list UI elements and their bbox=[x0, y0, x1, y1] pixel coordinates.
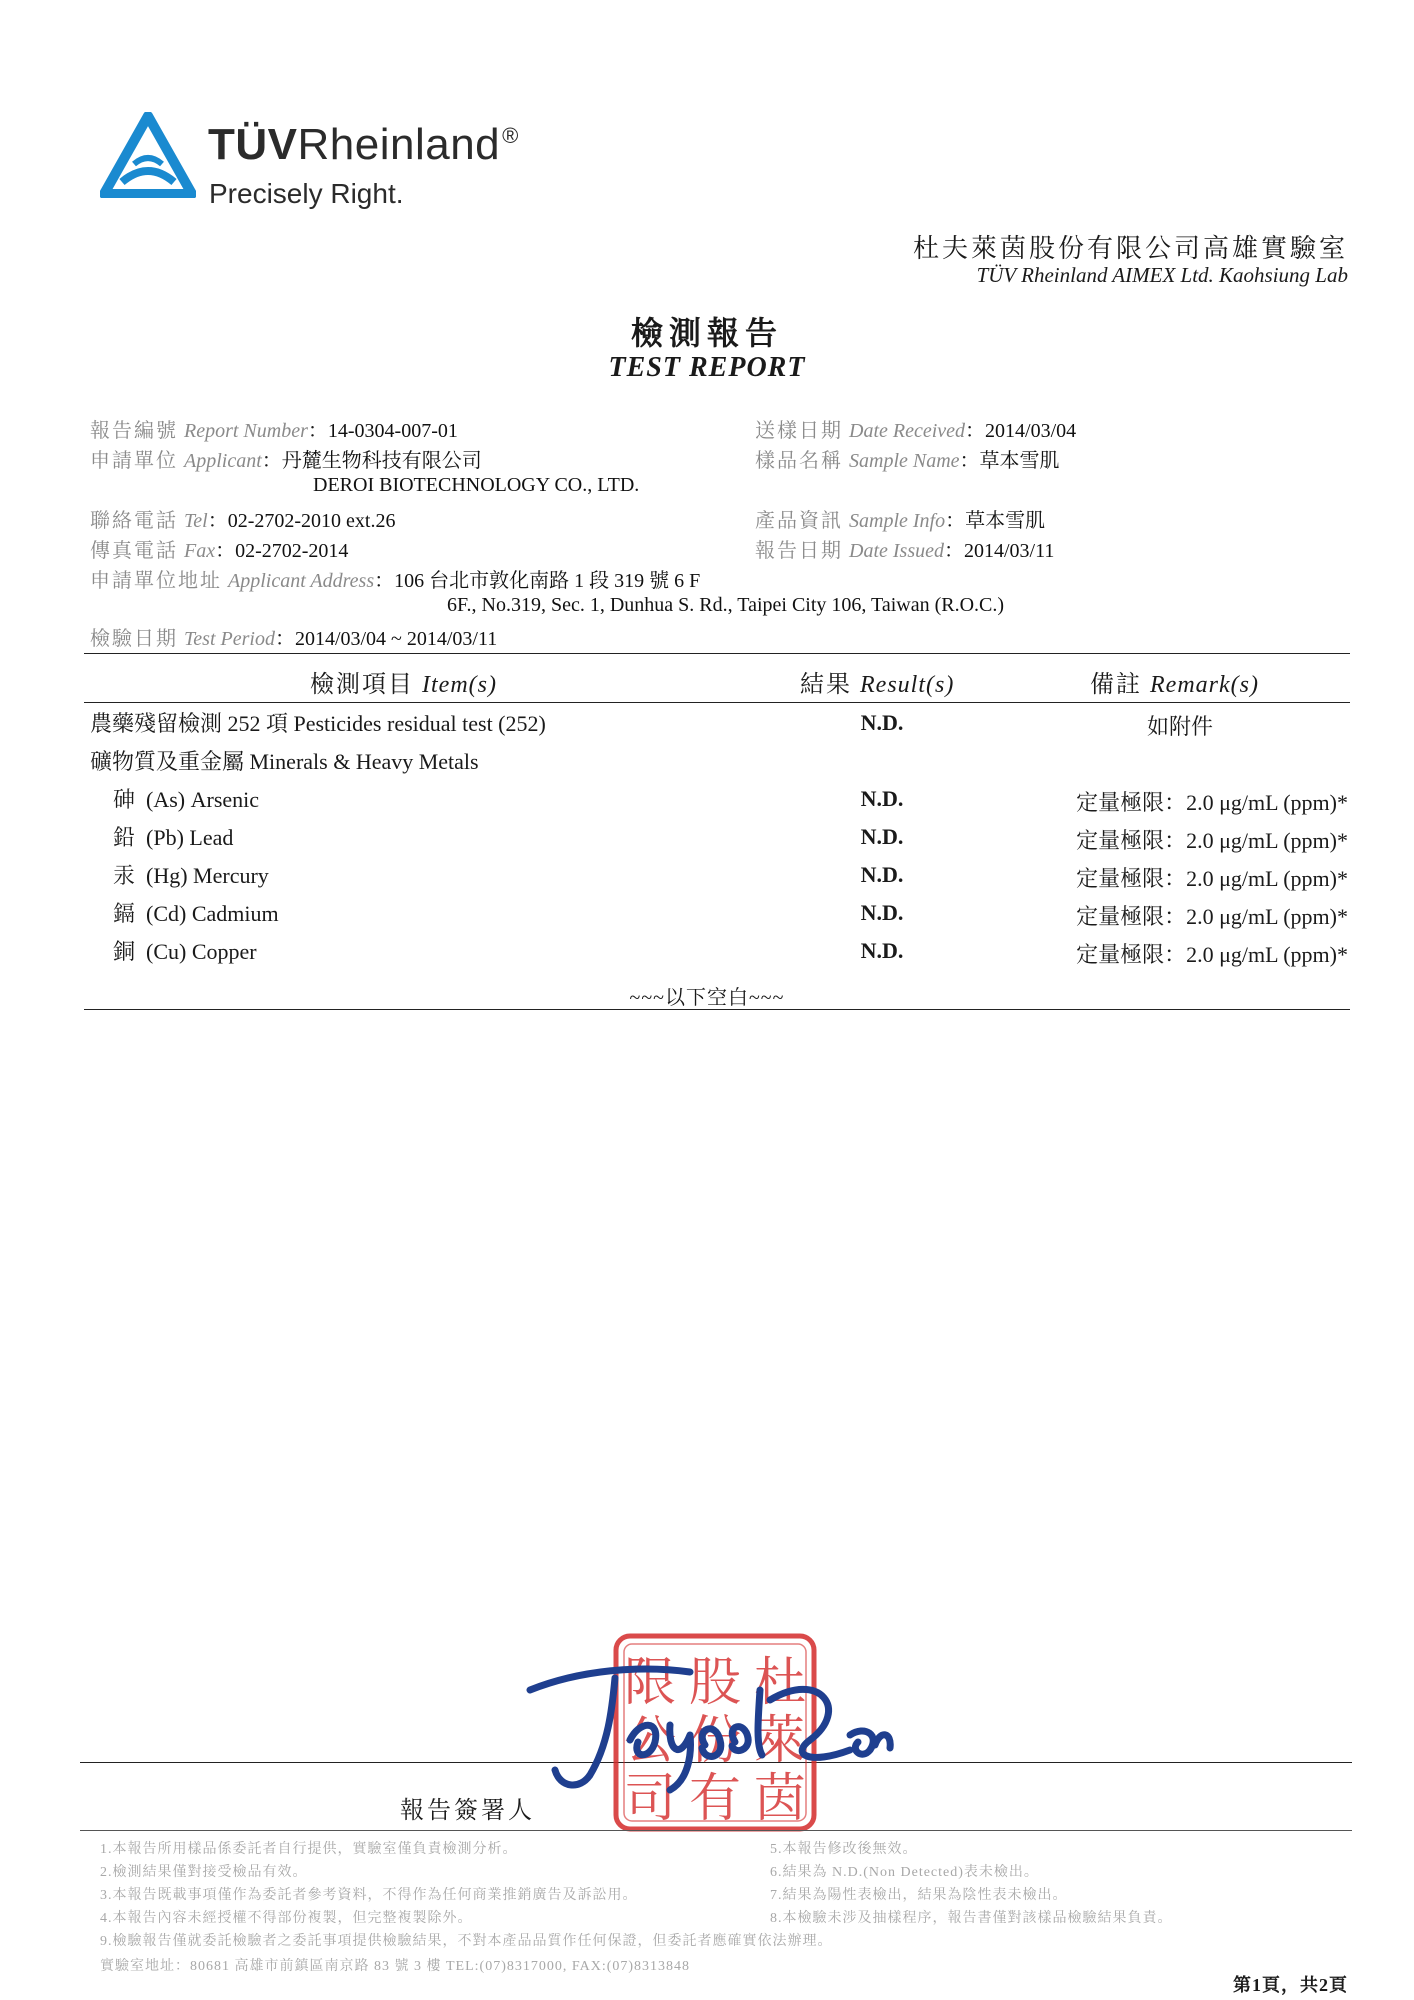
column-header-result: 結果 Result(s) bbox=[800, 672, 955, 698]
result-cell: N.D. bbox=[860, 938, 904, 963]
remark-cell: 如附件 bbox=[1146, 714, 1213, 739]
date-received-field: 送樣日期 Date Received：2014/03/04 bbox=[755, 420, 1077, 442]
footnote: 5.本報告修改後無效。 bbox=[770, 1842, 918, 1857]
page-number: 第1頁，共2頁 bbox=[1233, 1975, 1348, 1995]
footnote: 3.本報告既載事項僅作為委託者參考資料，不得作為任何商業推銷廣告及訴訟用。 bbox=[100, 1888, 638, 1903]
date-issued-field: 報告日期 Date Issued：2014/03/11 bbox=[755, 540, 1055, 562]
remark-cell: 定量極限：2.0 μg/mL (ppm)* bbox=[1076, 904, 1348, 929]
brand-name: TÜVRheinland® bbox=[208, 120, 519, 169]
address-en: 6F., No.319, Sec. 1, Dunhua S. Rd., Taipei City 106, Taiwan (R.O.C.) bbox=[447, 594, 1005, 616]
report-title-zh: 檢測報告 bbox=[630, 315, 783, 351]
column-header-item: 檢測項目 Item(s) bbox=[310, 672, 497, 698]
result-cell: N.D. bbox=[860, 824, 904, 849]
tuv-triangle-logo-icon bbox=[100, 112, 196, 198]
column-header-remark: 備註 Remark(s) bbox=[1090, 672, 1259, 698]
seal-char: 份 bbox=[688, 1711, 742, 1771]
lab-name-en: TÜV Rheinland AIMEX Ltd. Kaohsiung Lab bbox=[976, 263, 1348, 287]
footnote: 6.結果為 N.D.(Non Detected)表未檢出。 bbox=[770, 1865, 1039, 1880]
seal-char: 有 bbox=[688, 1769, 742, 1829]
remark-cell: 定量極限：2.0 μg/mL (ppm)* bbox=[1076, 790, 1348, 815]
seal-char: 公 bbox=[623, 1711, 677, 1771]
end-of-table-marker: ~~~以下空白~~~ bbox=[629, 987, 785, 1009]
handwritten-signature bbox=[520, 1650, 900, 1800]
footnote: 7.結果為陽性表檢出，結果為陰性表未檢出。 bbox=[770, 1888, 1068, 1903]
tel-field: 聯絡電話 Tel：02-2702-2010 ext.26 bbox=[90, 510, 396, 532]
sample-info-field: 產品資訊 Sample Info：草本雪肌 bbox=[755, 510, 1046, 532]
footnote: 2.檢測結果僅對接受檢品有效。 bbox=[100, 1865, 308, 1880]
result-cell: N.D. bbox=[860, 786, 904, 811]
test-period-field: 檢驗日期 Test Period：2014/03/04 ~ 2014/03/11 bbox=[90, 628, 498, 650]
table-row: 砷 (As) Arsenic bbox=[113, 787, 260, 812]
table-group-heading: 礦物質及重金屬 Minerals & Heavy Metals bbox=[90, 749, 479, 774]
footnote: 8.本檢驗未涉及抽樣程序，報告書僅對該樣品檢驗結果負責。 bbox=[770, 1911, 1173, 1926]
fax-field: 傳真電話 Fax：02-2702-2014 bbox=[90, 540, 349, 562]
report-number-field: 報告編號 Report Number：14-0304-007-01 bbox=[90, 420, 458, 442]
table-top-rule bbox=[84, 653, 1350, 654]
seal-char: 股 bbox=[688, 1653, 742, 1713]
lab-address-footer: 實驗室地址：80681 高雄市前鎮區南京路 83 號 3 樓 TEL:(07)8317000, FAX:(07)8313848 bbox=[100, 1959, 691, 1974]
applicant-name-en: DEROI BIOTECHNOLOGY CO., LTD. bbox=[313, 474, 640, 496]
signatory-label: 報告簽署人 bbox=[400, 1798, 535, 1824]
lab-name-zh: 杜夫萊茵股份有限公司高雄實驗室 bbox=[912, 234, 1348, 263]
sample-name-field: 樣品名稱 Sample Name：草本雪肌 bbox=[755, 450, 1060, 472]
table-header-rule bbox=[84, 702, 1350, 703]
report-title-en: TEST REPORT bbox=[608, 352, 806, 383]
seal-char: 杜 bbox=[753, 1653, 807, 1713]
address-field: 申請單位地址 Applicant Address：106 台北市敦化南路 1 段 319 號 6 F bbox=[90, 570, 701, 592]
applicant-field: 申請單位 Applicant：丹麓生物科技有限公司 bbox=[90, 450, 482, 472]
seal-char: 限 bbox=[623, 1653, 677, 1713]
table-row: 鎘 (Cd) Cadmium bbox=[113, 901, 279, 926]
result-cell: N.D. bbox=[860, 862, 904, 887]
table-row: 農藥殘留檢測 252 項 Pesticides residual test (252) bbox=[90, 711, 546, 736]
remark-cell: 定量極限：2.0 μg/mL (ppm)* bbox=[1076, 828, 1348, 853]
table-row: 鉛 (Pb) Lead bbox=[113, 825, 234, 850]
table-row: 汞 (Hg) Mercury bbox=[113, 863, 269, 888]
result-cell: N.D. bbox=[860, 900, 904, 925]
brand-tagline: Precisely Right. bbox=[209, 178, 404, 209]
result-cell: N.D. bbox=[860, 710, 904, 735]
seal-char: 萊 bbox=[753, 1711, 807, 1771]
remark-cell: 定量極限：2.0 μg/mL (ppm)* bbox=[1076, 942, 1348, 967]
footnote: 9.檢驗報告僅就委託檢驗者之委託事項提供檢驗結果，不對本產品品質作任何保證，但委託者應確實依法辦理。 bbox=[100, 1934, 833, 1949]
seal-char: 司 bbox=[623, 1769, 677, 1829]
remark-cell: 定量極限：2.0 μg/mL (ppm)* bbox=[1076, 866, 1348, 891]
footnote: 4.本報告內容未經授權不得部份複製，但完整複製除外。 bbox=[100, 1911, 473, 1926]
seal-char: 茵 bbox=[753, 1769, 807, 1829]
table-bottom-rule bbox=[84, 1009, 1350, 1010]
notes-rule bbox=[80, 1830, 1352, 1831]
footnote: 1.本報告所用樣品係委託者自行提供，實驗室僅負責檢測分析。 bbox=[100, 1842, 518, 1857]
table-row: 銅 (Cu) Copper bbox=[113, 939, 257, 964]
